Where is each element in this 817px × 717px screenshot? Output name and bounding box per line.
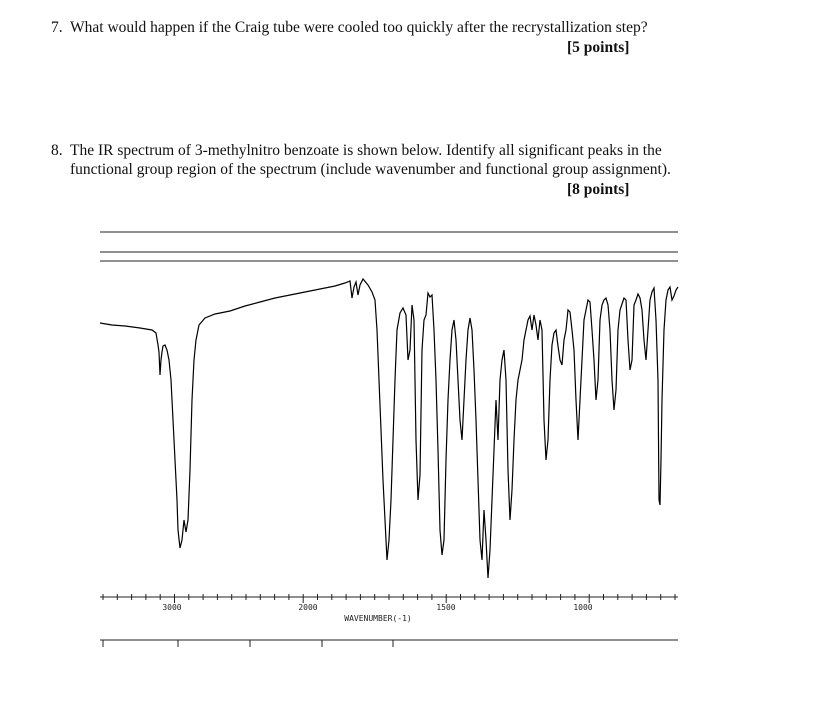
question-8-number: 8. (51, 142, 63, 159)
spectrum-trace (100, 279, 678, 578)
question-8-points: [8 points] (567, 181, 630, 198)
question-8-line-2: functional group region of the spectrum (include wavenumber and functional group assignment). (70, 161, 671, 178)
question-7-text: What would happen if the Craig tube were cooled too quickly after the recrystallization step? (70, 19, 648, 36)
tick-label-2000: 2000 (298, 603, 318, 612)
x-axis-label: WAVENUMBER(-1) (344, 614, 412, 623)
tick-label-1500: 1500 (436, 603, 456, 612)
tick-label-3000: 3000 (162, 603, 182, 612)
x-axis-ticks (103, 594, 675, 603)
question-7-number: 7. (51, 19, 63, 36)
question-7-points: [5 points] (567, 39, 630, 56)
question-8-line-1: The IR spectrum of 3-methylnitro benzoate is shown below. Identify all significant peaks in the (70, 142, 662, 159)
bottom-rule-ticks (103, 640, 393, 647)
tick-label-1000: 1000 (573, 603, 593, 612)
